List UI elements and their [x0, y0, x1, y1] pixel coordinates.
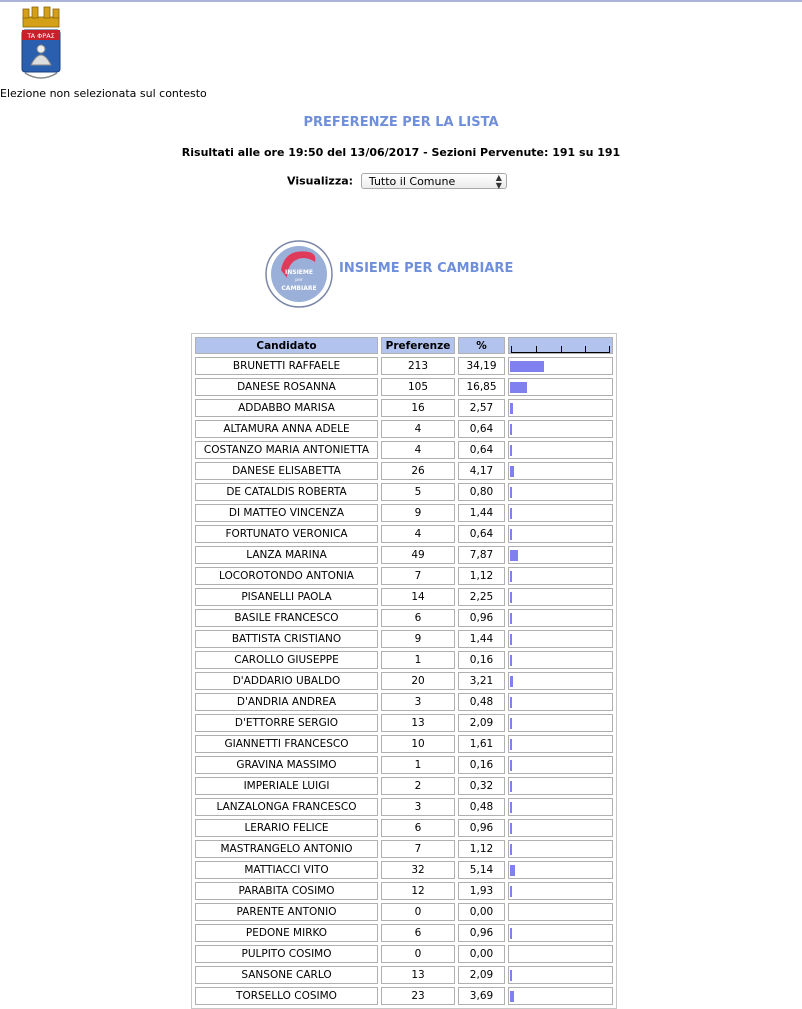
candidate-bar — [510, 445, 512, 456]
candidate-name: PARABITA COSIMO — [195, 882, 378, 900]
candidate-bar-cell — [508, 651, 613, 669]
candidate-preferences: 23 — [381, 987, 455, 1005]
candidate-preferences: 32 — [381, 861, 455, 879]
candidate-preferences: 9 — [381, 630, 455, 648]
table-row — [195, 819, 613, 837]
candidate-preferences: 0 — [381, 903, 455, 921]
table-row — [195, 630, 613, 648]
candidate-bar-cell — [508, 987, 613, 1005]
candidate-percent: 34,19 — [458, 357, 505, 375]
candidate-percent: 0,80 — [458, 483, 505, 501]
candidate-bar — [510, 697, 512, 708]
candidate-name: CAROLLO GIUSEPPE — [195, 651, 378, 669]
candidate-bar-cell — [508, 819, 613, 837]
candidate-bar — [510, 403, 513, 414]
table-row — [195, 861, 613, 879]
logo-text-mid: per — [295, 278, 303, 283]
candidate-name: LANZA MARINA — [195, 546, 378, 564]
candidate-name: BATTISTA CRISTIANO — [195, 630, 378, 648]
candidate-name: BASILE FRANCESCO — [195, 609, 378, 627]
candidate-name: PISANELLI PAOLA — [195, 588, 378, 606]
candidate-bar-cell — [508, 840, 613, 858]
candidate-name: FORTUNATO VERONICA — [195, 525, 378, 543]
context-notice: Elezione non selezionata sul contesto — [0, 87, 207, 100]
candidate-preferences: 4 — [381, 441, 455, 459]
candidate-bar-cell — [508, 525, 613, 543]
candidate-bar-cell — [508, 399, 613, 417]
candidate-percent: 2,57 — [458, 399, 505, 417]
city-crest-icon — [17, 5, 65, 85]
table-row — [195, 672, 613, 690]
candidate-preferences: 9 — [381, 504, 455, 522]
candidate-bar — [510, 970, 512, 981]
header-preferences: Preferenze — [381, 337, 455, 354]
candidate-bar-cell — [508, 504, 613, 522]
candidate-bar — [510, 844, 512, 855]
bar-scale — [511, 339, 610, 353]
candidate-name: PARENTE ANTONIO — [195, 903, 378, 921]
candidate-bar — [510, 802, 512, 813]
candidate-name: PULPITO COSIMO — [195, 945, 378, 963]
candidate-percent: 5,14 — [458, 861, 505, 879]
candidate-bar — [510, 613, 512, 624]
candidate-bar — [510, 823, 512, 834]
table-row — [195, 420, 613, 438]
candidate-percent: 1,12 — [458, 567, 505, 585]
candidate-bar — [510, 466, 514, 477]
table-row — [195, 945, 613, 963]
candidate-percent: 0,32 — [458, 777, 505, 795]
candidate-percent: 0,64 — [458, 441, 505, 459]
table-row — [195, 609, 613, 627]
candidate-percent: 0,16 — [458, 651, 505, 669]
candidate-bar — [510, 739, 512, 750]
table-row — [195, 966, 613, 984]
candidate-name: PEDONE MIRKO — [195, 924, 378, 942]
candidate-bar-cell — [508, 924, 613, 942]
candidate-percent: 2,09 — [458, 966, 505, 984]
candidate-bar — [510, 760, 512, 771]
candidate-percent: 1,93 — [458, 882, 505, 900]
candidate-bar — [510, 382, 527, 393]
candidate-bar — [510, 529, 512, 540]
candidate-name: GIANNETTI FRANCESCO — [195, 735, 378, 753]
candidate-bar-cell — [508, 588, 613, 606]
candidate-name: TORSELLO COSIMO — [195, 987, 378, 1005]
logo-text-bottom: CAMBIARE — [281, 285, 317, 292]
candidate-preferences: 4 — [381, 525, 455, 543]
candidate-percent: 1,44 — [458, 504, 505, 522]
candidate-preferences: 1 — [381, 756, 455, 774]
candidate-bar — [510, 634, 512, 645]
candidate-percent: 0,64 — [458, 525, 505, 543]
candidate-bar — [510, 424, 512, 435]
area-select[interactable] — [361, 173, 507, 189]
area-select-value: Tutto il Comune — [368, 175, 456, 188]
table-row — [195, 525, 613, 543]
candidate-percent: 0,48 — [458, 798, 505, 816]
candidate-preferences: 105 — [381, 378, 455, 396]
candidate-preferences: 6 — [381, 609, 455, 627]
list-name: INSIEME PER CAMBIARE — [339, 261, 514, 276]
table-row — [195, 882, 613, 900]
candidate-percent: 3,21 — [458, 672, 505, 690]
candidate-bar-cell — [508, 420, 613, 438]
crest-motto: TA ΦΡΑΣ — [27, 32, 55, 40]
candidate-name: D'ETTORRE SERGIO — [195, 714, 378, 732]
candidate-percent: 1,61 — [458, 735, 505, 753]
table-row — [195, 777, 613, 795]
candidate-percent: 2,09 — [458, 714, 505, 732]
candidate-percent: 16,85 — [458, 378, 505, 396]
candidate-name: DE CATALDIS ROBERTA — [195, 483, 378, 501]
candidate-bar — [510, 550, 518, 561]
candidate-name: DANESE ELISABETTA — [195, 462, 378, 480]
table-row — [195, 798, 613, 816]
candidate-bar-cell — [508, 378, 613, 396]
table-row — [195, 504, 613, 522]
candidate-preferences: 5 — [381, 483, 455, 501]
candidate-percent: 7,87 — [458, 546, 505, 564]
candidate-bar — [510, 886, 512, 897]
candidate-preferences: 1 — [381, 651, 455, 669]
candidate-percent: 3,69 — [458, 987, 505, 1005]
candidate-percent: 4,17 — [458, 462, 505, 480]
candidate-name: ADDABBO MARISA — [195, 399, 378, 417]
table-row — [195, 924, 613, 942]
candidate-name: BRUNETTI RAFFAELE — [195, 357, 378, 375]
table-row — [195, 903, 613, 921]
table-row — [195, 399, 613, 417]
candidate-bar-cell — [508, 672, 613, 690]
table-row — [195, 567, 613, 585]
candidate-preferences: 0 — [381, 945, 455, 963]
list-logo — [265, 240, 333, 308]
candidate-name: ALTAMURA ANNA ADELE — [195, 420, 378, 438]
header-candidate: Candidato — [195, 337, 378, 354]
table-row — [195, 651, 613, 669]
candidate-bar — [510, 655, 512, 666]
candidate-bar-cell — [508, 945, 613, 963]
candidate-bar — [510, 571, 512, 582]
table-row — [195, 588, 613, 606]
candidate-preferences: 2 — [381, 777, 455, 795]
candidate-bar-cell — [508, 903, 613, 921]
preferences-table — [191, 333, 617, 1009]
candidate-preferences: 7 — [381, 840, 455, 858]
candidate-preferences: 3 — [381, 798, 455, 816]
candidate-bar — [510, 361, 544, 372]
candidate-bar-cell — [508, 861, 613, 879]
table-row — [195, 735, 613, 753]
candidate-bar-cell — [508, 483, 613, 501]
candidate-bar — [510, 676, 513, 687]
candidate-bar-cell — [508, 357, 613, 375]
candidate-bar — [510, 991, 514, 1002]
candidate-preferences: 213 — [381, 357, 455, 375]
candidate-percent: 1,12 — [458, 840, 505, 858]
candidate-bar — [510, 508, 512, 519]
candidate-preferences: 7 — [381, 567, 455, 585]
candidate-bar-cell — [508, 609, 613, 627]
candidate-percent: 2,25 — [458, 588, 505, 606]
candidate-name: IMPERIALE LUIGI — [195, 777, 378, 795]
candidate-preferences: 4 — [381, 420, 455, 438]
candidate-preferences: 3 — [381, 693, 455, 711]
candidate-bar — [510, 718, 512, 729]
candidate-name: MATTIACCI VITO — [195, 861, 378, 879]
candidate-bar — [510, 781, 512, 792]
candidate-preferences: 49 — [381, 546, 455, 564]
candidate-bar — [510, 592, 512, 603]
table-row — [195, 987, 613, 1005]
candidate-bar-cell — [508, 756, 613, 774]
top-border — [0, 0, 802, 2]
candidate-preferences: 6 — [381, 924, 455, 942]
candidate-preferences: 10 — [381, 735, 455, 753]
candidate-name: DANESE ROSANNA — [195, 378, 378, 396]
candidate-bar-cell — [508, 462, 613, 480]
candidate-preferences: 26 — [381, 462, 455, 480]
candidate-bar-cell — [508, 798, 613, 816]
candidate-bar-cell — [508, 441, 613, 459]
table-row — [195, 441, 613, 459]
table-row — [195, 378, 613, 396]
candidate-name: GRAVINA MASSIMO — [195, 756, 378, 774]
candidate-percent: 0,64 — [458, 420, 505, 438]
candidate-name: COSTANZO MARIA ANTONIETTA — [195, 441, 378, 459]
header-bar-scale — [508, 337, 613, 354]
header-percent: % — [458, 337, 505, 354]
table-row — [195, 462, 613, 480]
page-title: PREFERENZE PER LA LISTA — [303, 115, 499, 130]
candidate-bar-cell — [508, 966, 613, 984]
table-row — [195, 693, 613, 711]
candidate-preferences: 6 — [381, 819, 455, 837]
candidate-preferences: 13 — [381, 714, 455, 732]
logo-text-top: INSIEME — [285, 269, 313, 276]
candidate-bar-cell — [508, 735, 613, 753]
candidate-percent: 0,00 — [458, 903, 505, 921]
candidate-bar-cell — [508, 630, 613, 648]
candidate-name: DI MATTEO VINCENZA — [195, 504, 378, 522]
candidate-preferences: 13 — [381, 966, 455, 984]
candidate-preferences: 12 — [381, 882, 455, 900]
candidate-bar-cell — [508, 714, 613, 732]
candidate-percent: 0,48 — [458, 693, 505, 711]
chevron-updown-icon: ▲ ▼ — [495, 173, 502, 190]
candidate-name: SANSONE CARLO — [195, 966, 378, 984]
table-header-row — [195, 337, 613, 354]
candidate-percent: 0,96 — [458, 819, 505, 837]
candidate-bar — [510, 928, 512, 939]
candidate-bar-cell — [508, 882, 613, 900]
candidate-name: MASTRANGELO ANTONIO — [195, 840, 378, 858]
results-timestamp: Risultati alle ore 19:50 del 13/06/2017 - Sezioni Pervenute: 191 su 191 — [181, 146, 621, 159]
table-row — [195, 714, 613, 732]
visualizza-control — [287, 173, 507, 189]
candidate-bar — [510, 865, 515, 876]
candidate-percent: 0,96 — [458, 609, 505, 627]
candidate-name: LOCOROTONDO ANTONIA — [195, 567, 378, 585]
candidate-preferences: 16 — [381, 399, 455, 417]
candidate-name: D'ADDARIO UBALDO — [195, 672, 378, 690]
candidate-bar-cell — [508, 567, 613, 585]
candidate-percent: 0,16 — [458, 756, 505, 774]
candidate-name: D'ANDRIA ANDREA — [195, 693, 378, 711]
table-row — [195, 483, 613, 501]
candidate-bar-cell — [508, 777, 613, 795]
candidate-bar-cell — [508, 546, 613, 564]
table-row — [195, 840, 613, 858]
candidate-name: LANZALONGA FRANCESCO — [195, 798, 378, 816]
table-row — [195, 756, 613, 774]
candidate-percent: 0,00 — [458, 945, 505, 963]
candidate-bar — [510, 487, 512, 498]
candidate-percent: 1,44 — [458, 630, 505, 648]
candidate-name: LERARIO FELICE — [195, 819, 378, 837]
candidate-preferences: 14 — [381, 588, 455, 606]
table-row — [195, 357, 613, 375]
table-row — [195, 546, 613, 564]
candidate-percent: 0,96 — [458, 924, 505, 942]
candidate-bar-cell — [508, 693, 613, 711]
visualizza-label: Visualizza: — [287, 174, 354, 188]
candidate-preferences: 20 — [381, 672, 455, 690]
